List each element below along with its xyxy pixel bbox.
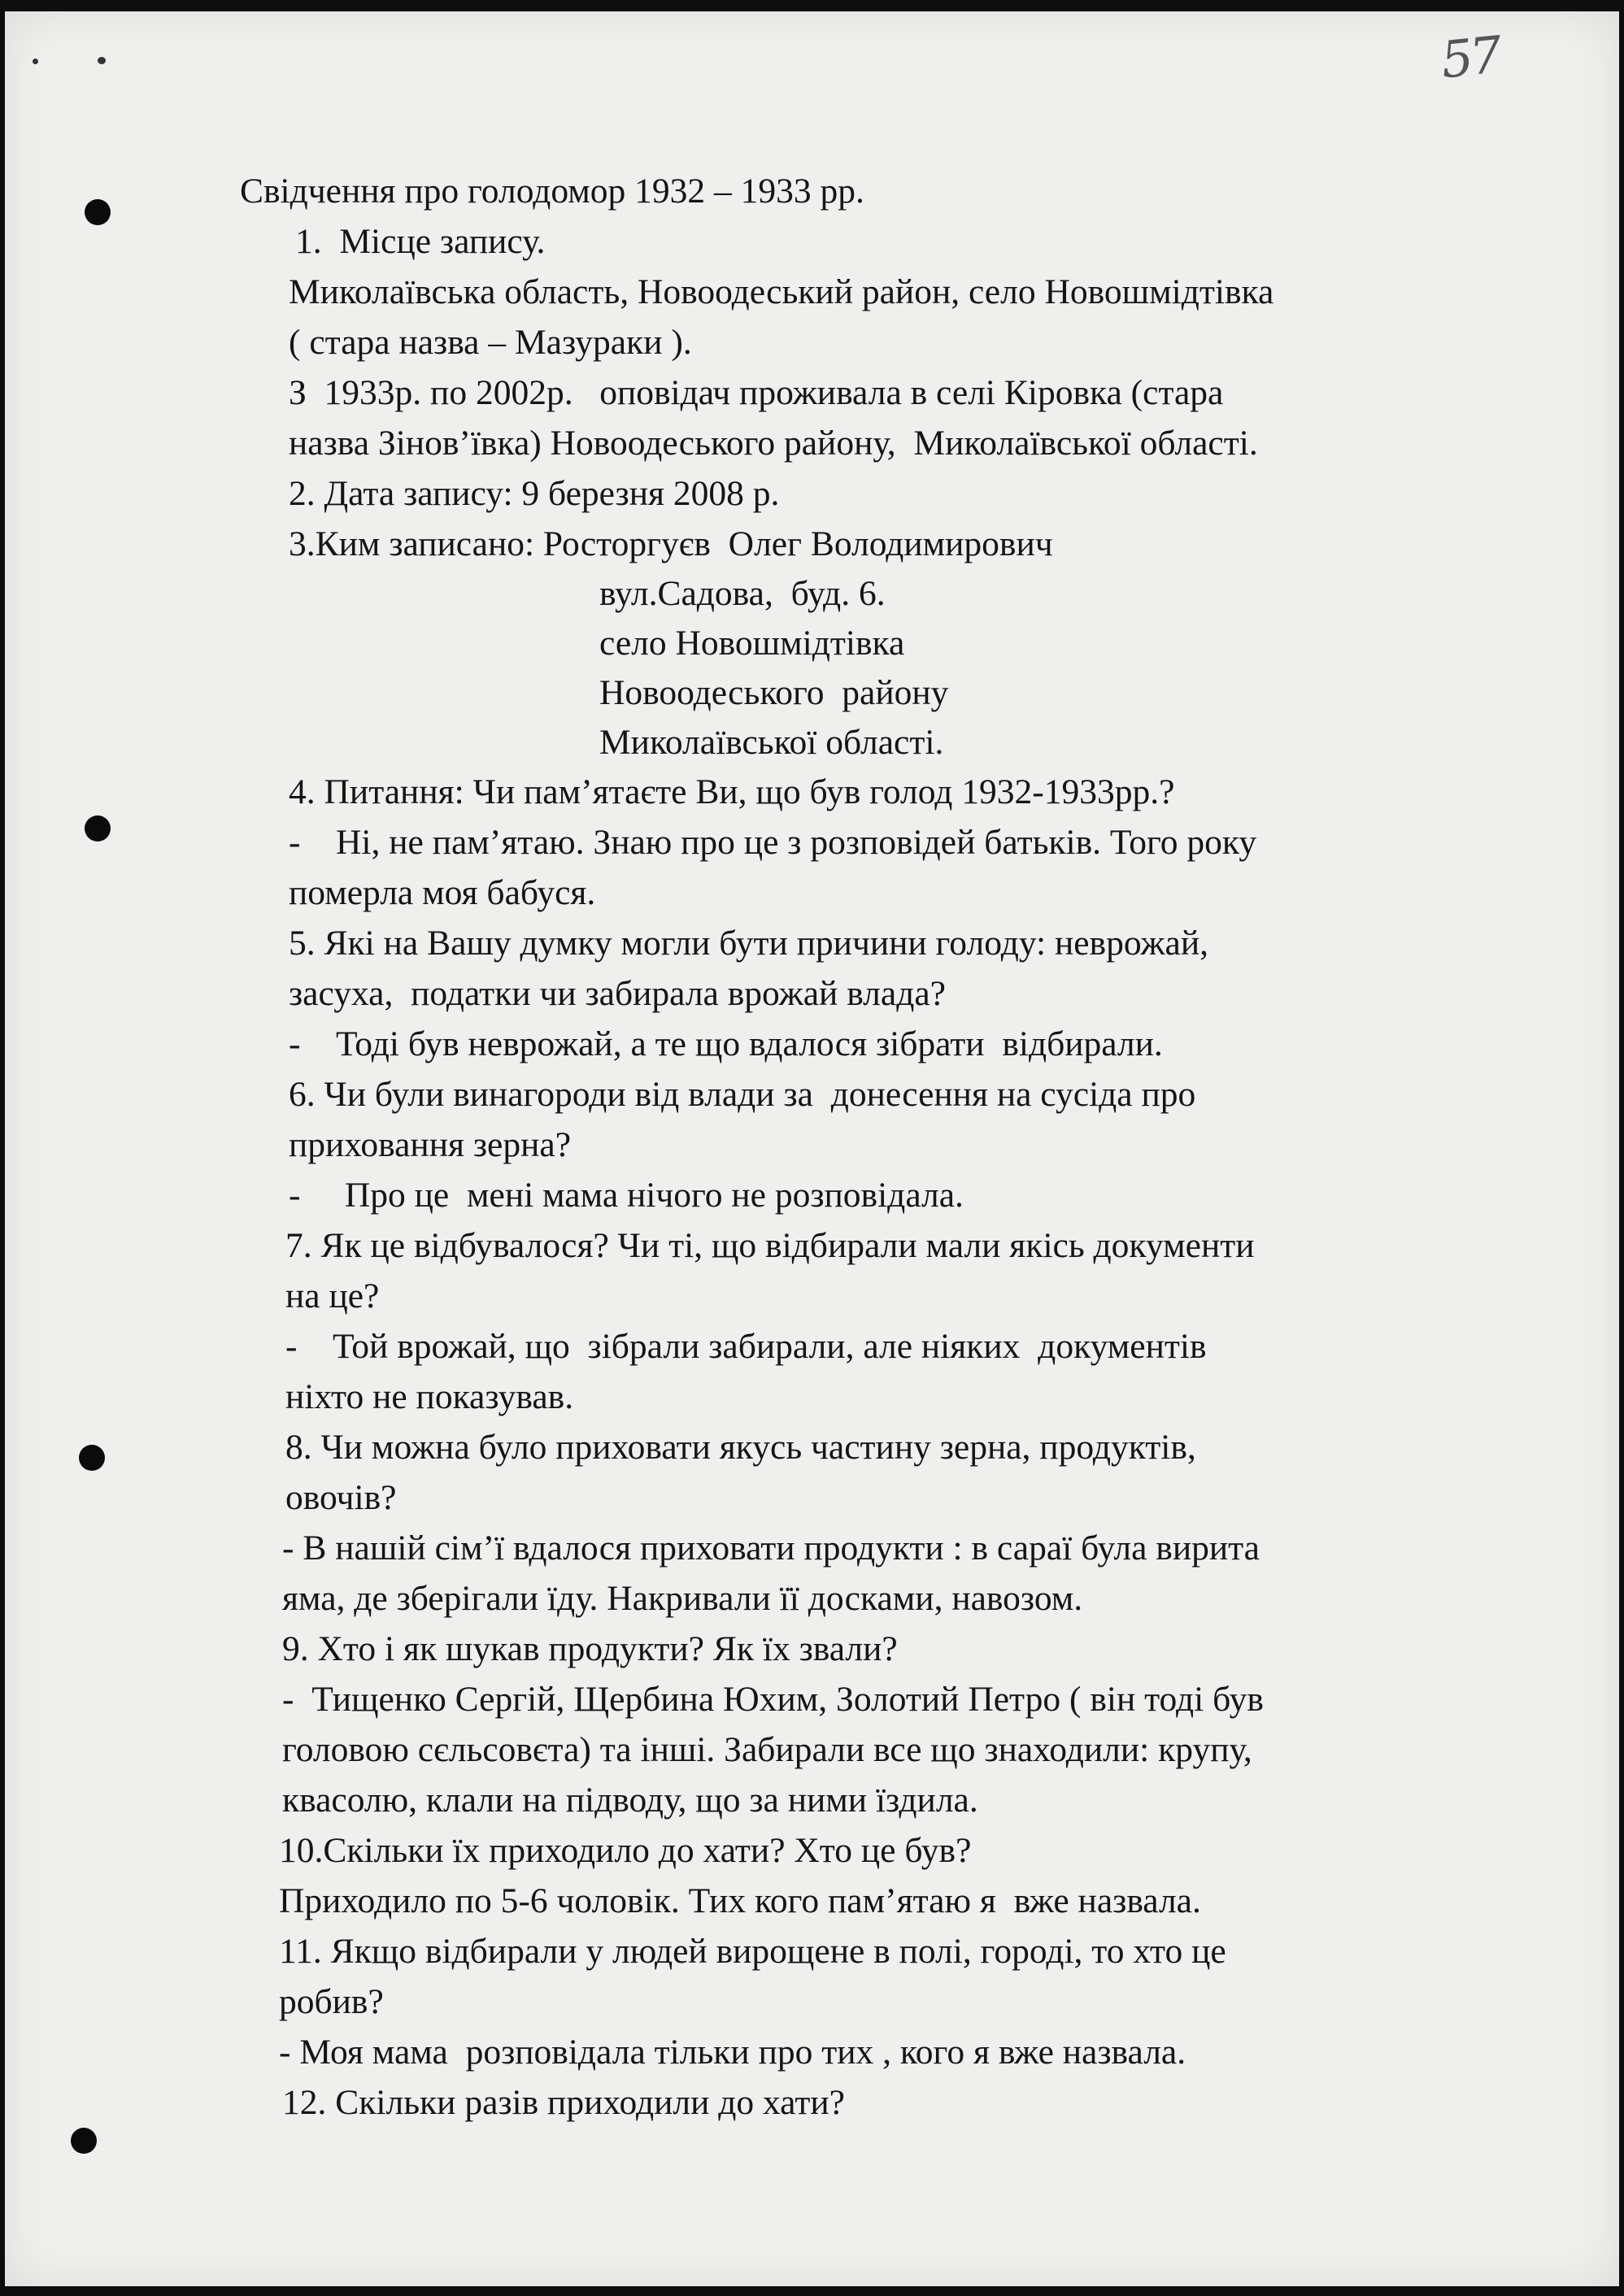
text-line: засуха, податки чи забирала врожай влада? — [289, 974, 946, 1013]
text-line: - Про це мені мама нічого не розповідала. — [289, 1176, 964, 1215]
punch-hole — [71, 2128, 97, 2154]
text-line: 3.Ким записано: Росторгуєв Олег Володимирович — [289, 524, 1053, 563]
text-line: квасолю, клали на підводу, що за ними їздила. — [282, 1781, 978, 1820]
scan-speck — [98, 57, 106, 64]
punch-hole — [79, 1445, 105, 1471]
text-line: - Тоді був неврожай, а те що вдалося зібрати відбирали. — [289, 1024, 1163, 1063]
text-line: ніхто не показував. — [285, 1377, 574, 1416]
text-line: 11. Якщо відбирали у людей вирощене в полі, городі, то хто це — [279, 1932, 1226, 1971]
punch-hole — [85, 199, 111, 225]
text-line: 6. Чи були винагороди від влади за донесення на сусіда про — [289, 1075, 1196, 1114]
text-line: померла моя бабуся. — [289, 873, 596, 912]
address-line: Новоодеського району — [599, 673, 949, 712]
page-number: 57 — [1438, 24, 1502, 90]
text-line: 7. Як це відбувалося? Чи ті, що відбирали мали якісь документи — [285, 1226, 1255, 1265]
text-line: - Той врожай, що зібрали забирали, але ніяких документів — [285, 1327, 1207, 1366]
text-line: 12. Скільки разів приходили до хати? — [282, 2083, 845, 2122]
text-line: 9. Хто і як шукав продукти? Як їх звали? — [282, 1629, 898, 1668]
text-line: головою сєльсовєта) та інші. Забирали все що знаходили: крупу, — [282, 1730, 1252, 1769]
text-line: 10.Скільки їх приходило до хати? Хто це був? — [279, 1831, 972, 1870]
text-line: - Моя мама розповідала тільки про тих , кого я вже назвала. — [279, 2033, 1186, 2072]
text-line: 4. Питання: Чи пам’ятаєте Ви, що був голод 1932-1933рр.? — [289, 772, 1175, 811]
punch-hole — [85, 815, 111, 841]
document-title: Свідчення про голодомор 1932 – 1933 рр. — [240, 172, 864, 211]
text-line: на це? — [285, 1276, 380, 1315]
address-line: Миколаївської області. — [599, 723, 944, 762]
text-line: 1. Місце запису. — [295, 222, 546, 261]
text-line: овочів? — [285, 1478, 397, 1517]
text-line: яма, де зберігали їду. Накривали її досками, навозом. — [282, 1579, 1083, 1618]
text-line: З 1933р. по 2002р. оповідач проживала в селі Кіровка (стара — [289, 373, 1224, 412]
scan-speck — [33, 59, 38, 64]
text-line: приховання зерна? — [289, 1125, 572, 1164]
text-line: - В нашій сім’ї вдалося приховати продукти : в сараї була вирита — [282, 1528, 1260, 1568]
address-line: вул.Садова, буд. 6. — [599, 574, 886, 613]
text-line: робив? — [279, 1982, 384, 2021]
text-line: 8. Чи можна було приховати якусь частину зерна, продуктів, — [285, 1428, 1196, 1467]
text-line: Приходило по 5-6 чоловік. Тих кого пам’ятаю я вже назвала. — [279, 1881, 1201, 1920]
text-line: Миколаївська область, Новоодеський район, село Новошмідтівка — [289, 272, 1274, 311]
text-line: - Ні, не пам’ятаю. Знаю про це з розповідей батьків. Того року — [289, 823, 1257, 862]
text-line: - Тищенко Сергій, Щербина Юхим, Золотий Петро ( він тоді був — [282, 1680, 1264, 1719]
text-line: назва Зінов’ївка) Новоодеського району, Миколаївської області. — [289, 424, 1258, 463]
text-line: 2. Дата запису: 9 березня 2008 р. — [289, 474, 780, 513]
text-line: ( стара назва – Мазураки ). — [289, 323, 692, 362]
address-line: село Новошмідтівка — [599, 624, 905, 663]
text-line: 5. Які на Вашу думку могли бути причини голоду: неврожай, — [289, 924, 1209, 963]
